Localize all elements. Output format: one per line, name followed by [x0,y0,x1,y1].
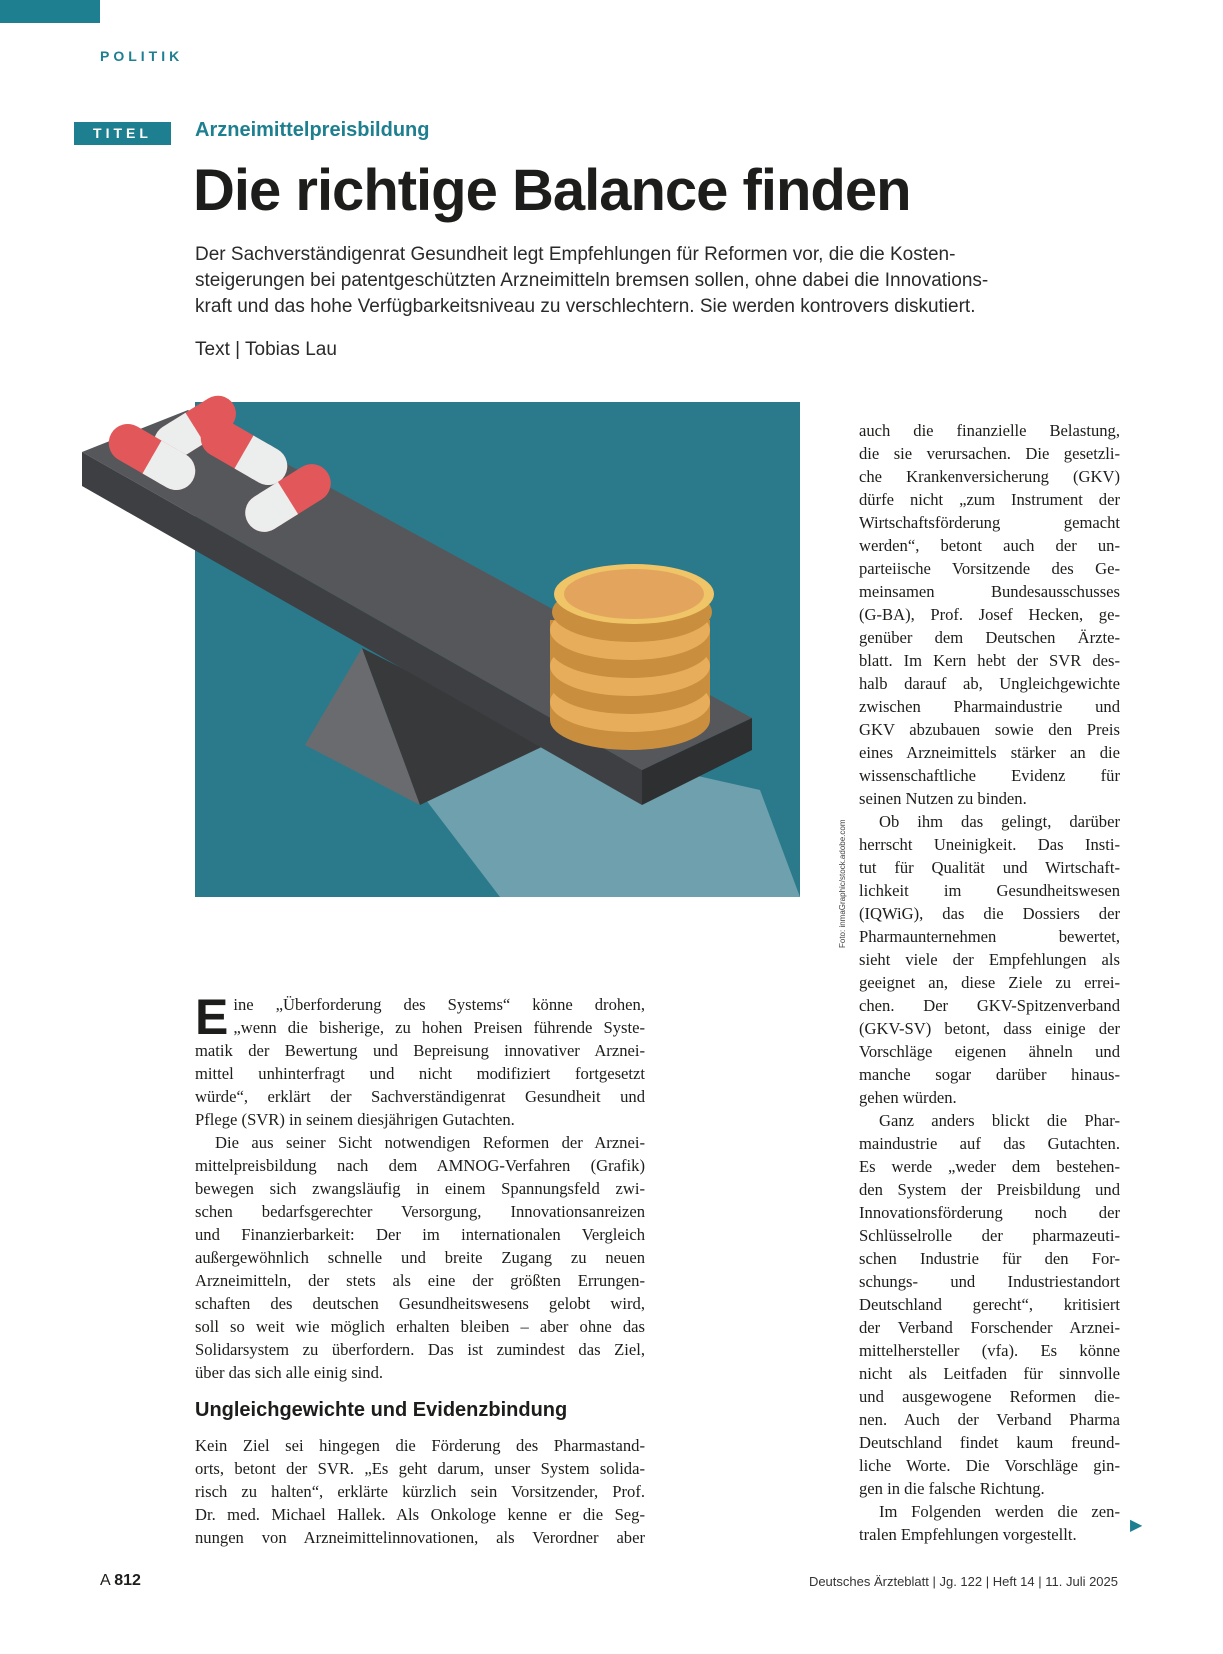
journal-footer: Deutsches Ärzteblatt | Jg. 122 | Heft 14 | 11. Juli 2025 [808,1574,1118,1589]
text-line: halb darauf ab, Ungleichgewichte [859,674,1120,693]
text-line: Deutschland findet kaum freund- [859,1433,1120,1452]
text-line: werden“, betont auch der un- [859,536,1120,555]
text-line: nungen von Arzneimittelinnovationen, als Verordner aber [195,1528,645,1547]
continue-arrow-icon: ▶ [1130,1515,1143,1534]
lead-line: steigerungen bei patentgeschützten Arzneimitteln bremsen sollen, ohne dabei die Innovations- [195,270,989,291]
text-line: (GKV-SV) betont, dass einige der [859,1019,1120,1038]
page-number [100,1572,141,1590]
text-line: bewegen sich zwangsläufig in einem Spannungsfeld zwi- [195,1179,645,1198]
text-line: nicht als Leitfaden für sinnvolle [859,1364,1120,1383]
text-line: Schlüsselrolle der pharmazeuti- [859,1226,1120,1245]
text-line: geeignet an, diese Ziele zu errei- [859,973,1120,992]
text-line: risch zu halten“, erklärte kürzlich sein Vorsitzender, Prof. [195,1482,645,1501]
text-line: genüber dem Deutschen Ärzte- [859,628,1120,647]
text-line: soll so weit wie möglich erhalten bleiben – aber ohne das [195,1317,645,1336]
text-line: würde“, erklärt der Sachverständigenrat Gesundheit und [195,1087,645,1106]
text-line: schungs- und Industriestandort [859,1272,1120,1291]
kicker: Arzneimittelpreisbildung [195,119,430,141]
article-column-left-intro [195,989,645,1384]
text-line: tut für Qualität und Wirtschaft- [859,858,1120,877]
text-line: orts, betont der SVR. „Es geht darum, unser System solida- [195,1459,645,1478]
text-line: und Finanzierbarkeit: Der im internationalen Vergleich [195,1225,645,1244]
text-line: den System der Preisbildung und [859,1180,1120,1199]
text-line: die sie verursachen. Die gesetzli- [859,444,1120,463]
author-byline: Text | Tobias Lau [195,339,337,360]
text-line: matik der Bewertung und Bepreisung innovativer Arznei- [195,1041,645,1060]
text-line: Wirtschaftsförderung gemacht [859,513,1120,532]
text-line: parteiische Vorsitzende des Ge- [859,559,1120,578]
text-line: GKV abzubauen sowie den Preis [859,720,1120,739]
text-line: seinen Nutzen zu binden. [859,789,1027,808]
subheading: Ungleichgewichte und Evidenzbindung [195,1399,568,1421]
text-line: der Verband Forschender Arznei- [859,1318,1120,1337]
text-line: schaften des deutschen Gesundheitswesens gelobt wird, [195,1294,645,1313]
text-line: blatt. Im Kern hebt der SVR des- [859,651,1120,670]
text-line: (IQWiG), das die Dossiers der [859,904,1120,923]
text-line: che Krankenversicherung (GKV) [859,467,1120,486]
text-line: herrscht Uneinigkeit. Das Insti- [859,835,1120,854]
text-line: Arzneimitteln, der stets als eine der größten Errungen- [195,1271,645,1290]
text-line: zwischen Pharmaindustrie und [859,697,1120,716]
text-line: Im Folgenden werden die zen- [879,1502,1120,1521]
text-line: eines Arzneimittels stärker an die [859,743,1120,762]
titel-badge: TITEL [74,122,171,145]
text-line: wissenschaftliche Evidenz für [859,766,1120,785]
text-line: gehen würden. [859,1088,957,1107]
section-label: POLITIK [100,48,184,64]
text-line: schen bedarfsgerechter Versorgung, Innovationsanreizen [195,1202,645,1221]
text-line: ine „Überforderung des Systems“ könne drohen, [233,995,645,1014]
text-line: und ausgewogene Reformen die- [859,1387,1120,1406]
text-line: mittelhersteller (vfa). Es könne [859,1341,1120,1360]
text-line: lichkeit im Gesundheitswesen [859,881,1120,900]
text-line: dürfe nicht „zum Instrument der [859,490,1120,509]
text-line: Ob ihm das gelingt, darüber [879,812,1120,831]
text-line: über das sich alle einig sind. [195,1363,384,1382]
text-line: Kein Ziel sei hingegen die Förderung des Pharmastand- [195,1436,645,1455]
text-line: Solidarsystem zu überfordern. Das ist zumindest das Ziel, [195,1340,645,1359]
photo-credit: Foto: inmaGraphic/stock.adobe.com [838,819,847,948]
text-line: meinsamen Bundesausschusses [859,582,1120,601]
page-number-value: 812 [114,1572,141,1589]
coin-stack-icon [550,564,714,750]
text-line: gen in die falsche Richtung. [859,1479,1045,1498]
text-line: schen Industrie für den For- [859,1249,1120,1268]
drop-cap: E [195,989,229,1045]
text-line: (G-BA), Prof. Josef Hecken, ge- [859,605,1120,624]
text-line: nen. Auch der Verband Pharma [859,1410,1120,1429]
text-line: Die aus seiner Sicht notwendigen Reformen der Arznei- [215,1133,645,1152]
text-line: Pflege (SVR) in seinem diesjährigen Gutachten. [195,1110,515,1129]
text-line: außergewöhnlich schnelle und breite Zugang zu neuen [195,1248,645,1267]
text-line: Vorschläge eigenen ähneln und [859,1042,1120,1061]
text-line: maindustrie auf das Gutachten. [859,1134,1120,1153]
text-line: manche sogar darüber hinaus- [859,1065,1120,1084]
text-line: Es werde „weder dem bestehen- [859,1157,1120,1176]
lead-line: kraft und das hohe Verfügbarkeitsniveau zu verschlechtern. Sie werden kontrovers diskutiert. [195,296,976,317]
text-line: „wenn die bisherige, zu hohen Preisen führende Syste- [233,1018,645,1037]
article-column-left-continued [195,1434,645,1549]
text-line: liche Worte. Die Vorschläge gin- [859,1456,1120,1475]
text-line: Pharmaunternehmen bewertet, [859,927,1120,946]
text-line: Ganz anders blickt die Phar- [879,1111,1120,1130]
text-line: sieht viele der Empfehlungen als [859,950,1120,969]
text-line: auch die finanzielle Belastung, [859,421,1120,440]
text-line: chen. Der GKV-Spitzenverband [859,996,1120,1015]
page-prefix: A [100,1572,110,1589]
text-line: mittel unhinterfragt und nicht modifiziert fortgesetzt [195,1064,645,1083]
page-title: Die richtige Balance finden [193,158,911,223]
text-line: Innovationsförderung noch der [859,1203,1120,1222]
text-line: mittelpreisbildung nach dem AMNOG-Verfahren (Grafik) [195,1156,645,1175]
text-line: Dr. med. Michael Hallek. Als Onkologe kenne er die Seg- [195,1505,645,1524]
lead-paragraph [195,242,1055,320]
seesaw-illustration [80,390,840,950]
article-column-right [859,419,1120,1546]
text-line: Deutschland gerecht“, kritisiert [859,1295,1120,1314]
top-accent-bar [0,0,100,23]
lead-line: Der Sachverständigenrat Gesundheit legt Empfehlungen für Reformen vor, die die Kosten- [195,244,956,265]
text-line: tralen Empfehlungen vorgestellt. [859,1525,1077,1544]
